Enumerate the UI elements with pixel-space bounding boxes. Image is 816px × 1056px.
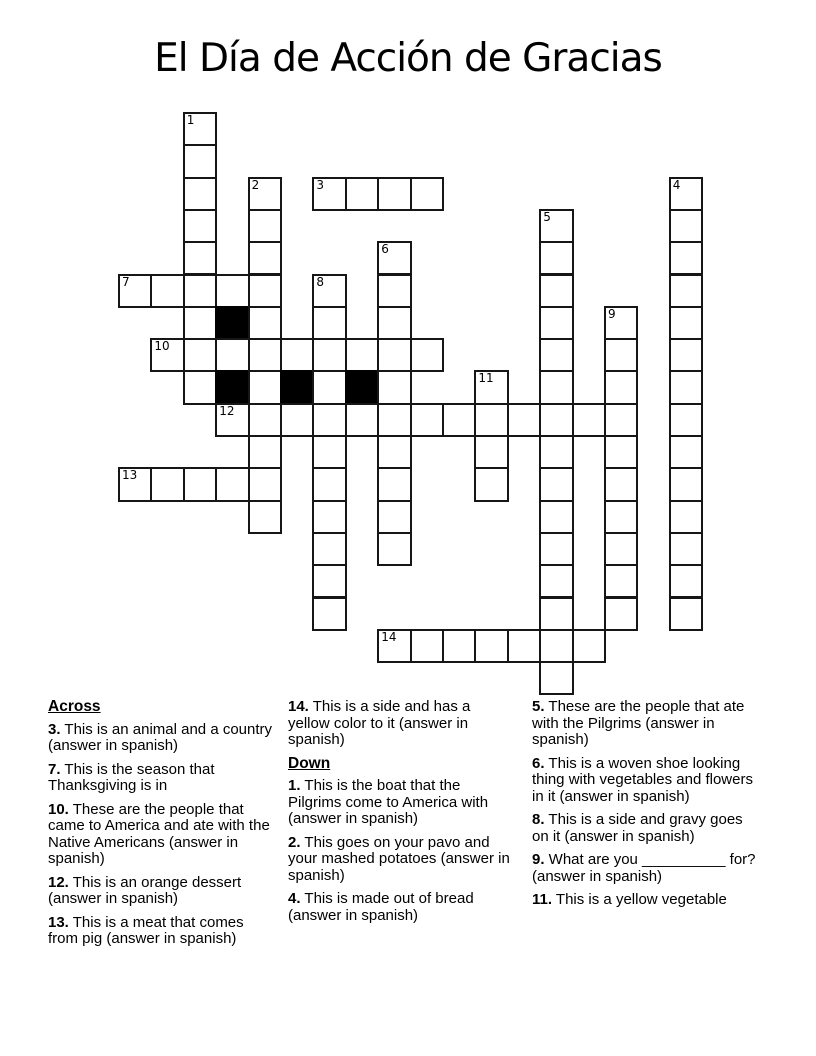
- down-clue-list-continued: [532, 699, 760, 909]
- grid-cell[interactable]: [183, 306, 217, 340]
- grid-cell[interactable]: [669, 532, 703, 566]
- grid-cell[interactable]: [345, 403, 379, 437]
- cell-number: 14: [381, 629, 397, 644]
- cell-number: 9: [608, 306, 616, 321]
- grid-cell[interactable]: [248, 338, 282, 372]
- grid-cell[interactable]: [377, 500, 411, 534]
- grid-cell[interactable]: [312, 274, 346, 308]
- grid-cell[interactable]: [539, 661, 573, 695]
- black-cell: [215, 306, 249, 340]
- grid-cell[interactable]: [669, 274, 703, 308]
- grid-cell[interactable]: [539, 274, 573, 308]
- grid-cell[interactable]: [312, 435, 346, 469]
- grid-cell[interactable]: [377, 177, 411, 211]
- across-clue-list-continued: [288, 699, 516, 749]
- grid-cell[interactable]: [312, 532, 346, 566]
- clue-down-5: 5. These are the people that ate with the Pilgrims (answer in spanish): [532, 698, 745, 748]
- grid-cell[interactable]: [377, 306, 411, 340]
- grid-cell[interactable]: [410, 403, 444, 437]
- cell-number: 11: [478, 371, 494, 386]
- grid-cell[interactable]: [248, 274, 282, 308]
- across-heading: Across: [48, 698, 101, 715]
- grid-cell[interactable]: [183, 112, 217, 146]
- clue-number: 6.: [532, 754, 545, 772]
- grid-cell[interactable]: [539, 338, 573, 372]
- grid-cell[interactable]: [377, 532, 411, 566]
- grid-cell[interactable]: [183, 241, 217, 275]
- puzzle-title: El Día de Acción de Gracias: [154, 36, 662, 81]
- grid-cell[interactable]: [248, 241, 282, 275]
- grid-cell[interactable]: [669, 209, 703, 243]
- grid-cell[interactable]: [604, 564, 638, 598]
- black-cell: [280, 370, 314, 404]
- grid-cell[interactable]: [183, 177, 217, 211]
- grid-cell[interactable]: [507, 403, 541, 437]
- grid-cell[interactable]: [669, 500, 703, 534]
- clue-down-11: 11. This is a yellow vegetable: [532, 891, 727, 908]
- grid-cell[interactable]: [183, 274, 217, 308]
- black-cell: [345, 370, 379, 404]
- grid-cell[interactable]: [377, 338, 411, 372]
- grid-cell[interactable]: [248, 467, 282, 501]
- cell-number: 2: [251, 177, 260, 192]
- grid-cell[interactable]: [539, 532, 573, 566]
- grid-cell[interactable]: [539, 209, 573, 243]
- grid-cell[interactable]: [377, 274, 411, 308]
- grid-cell[interactable]: [248, 403, 282, 437]
- cell-number: 7: [122, 274, 130, 289]
- clue-number: 4.: [288, 890, 301, 907]
- clue-down-2: 2. This goes on your pavo and your mashed potatoes (answer in spanish): [288, 833, 510, 884]
- grid-cell[interactable]: [669, 241, 703, 275]
- grid-cell[interactable]: [539, 467, 573, 501]
- grid-cell[interactable]: [669, 564, 703, 598]
- grid-cell[interactable]: [248, 306, 282, 340]
- clue-column-across: [48, 699, 276, 955]
- grid-cell[interactable]: [312, 177, 346, 211]
- clue-number: 9.: [532, 851, 545, 868]
- grid-cell[interactable]: [150, 467, 184, 501]
- cell-number: 5: [543, 209, 551, 224]
- grid-cell[interactable]: [507, 629, 541, 663]
- grid-cell[interactable]: [183, 467, 217, 501]
- clue-across-10: 10. These are the people that came to America and ate with the Native Americans (answer in spanish): [48, 800, 270, 867]
- grid-cell[interactable]: [248, 209, 282, 243]
- grid-cell[interactable]: [442, 403, 476, 437]
- grid-cell[interactable]: [345, 177, 379, 211]
- clue-number: 12.: [48, 873, 69, 891]
- grid-cell[interactable]: [150, 338, 184, 372]
- across-clue-list: [48, 722, 276, 948]
- grid-cell[interactable]: [604, 435, 638, 469]
- clue-down-9: 9. What are you __________ for? (answer in spanish): [532, 851, 756, 885]
- grid-cell[interactable]: [539, 629, 573, 663]
- grid-cell[interactable]: [118, 467, 152, 501]
- grid-cell[interactable]: [248, 370, 282, 404]
- grid-cell[interactable]: [183, 144, 217, 178]
- grid-cell[interactable]: [604, 338, 638, 372]
- clue-across-3: 3. This is an animal and a country (answer in spanish): [48, 720, 273, 754]
- clue-down-8: 8. This is a side and gravy goes on it (answer in spanish): [532, 811, 743, 845]
- grid-cell[interactable]: [604, 370, 638, 404]
- grid-cell[interactable]: [474, 435, 508, 469]
- grid-cell[interactable]: [539, 597, 573, 631]
- grid-cell[interactable]: [312, 370, 346, 404]
- black-cell: [215, 370, 249, 404]
- grid-cell[interactable]: [312, 597, 346, 631]
- grid-cell[interactable]: [377, 370, 411, 404]
- grid-cell[interactable]: [539, 564, 573, 598]
- grid-cell[interactable]: [312, 564, 346, 598]
- cell-number: 10: [154, 339, 170, 354]
- clue-down-1: 1. This is the boat that the Pilgrims come to America with (answer in spanish): [288, 777, 489, 827]
- grid-cell[interactable]: [442, 629, 476, 663]
- grid-cell[interactable]: [410, 629, 444, 663]
- cell-number: 8: [316, 274, 325, 289]
- grid-cell[interactable]: [572, 629, 606, 663]
- grid-cell[interactable]: [604, 500, 638, 534]
- grid-cell[interactable]: [377, 241, 411, 275]
- grid-cell[interactable]: [377, 467, 411, 501]
- grid-cell[interactable]: [410, 177, 444, 211]
- grid-cell[interactable]: [248, 500, 282, 534]
- grid-cell[interactable]: [215, 274, 249, 308]
- cell-number: 6: [381, 242, 389, 257]
- grid-cell[interactable]: [215, 403, 249, 437]
- grid-cell[interactable]: [539, 241, 573, 275]
- grid-cell[interactable]: [345, 338, 379, 372]
- grid-cell[interactable]: [312, 403, 346, 437]
- cell-number: 1: [186, 113, 195, 127]
- grid-cell[interactable]: [572, 403, 606, 437]
- clue-across-7: 7. This is the season that Thanksgiving is in: [48, 760, 215, 794]
- grid-cell[interactable]: [312, 500, 346, 534]
- clue-across-12: 12. This is an orange dessert (answer in spanish): [48, 873, 242, 907]
- grid-cell[interactable]: [183, 209, 217, 243]
- grid-cell[interactable]: [280, 403, 314, 437]
- clue-down-6: 6. This is a woven shoe looking thing with vegetables and flowers in it (answer in spanish): [532, 754, 753, 805]
- grid-cell[interactable]: [183, 338, 217, 372]
- grid-cell[interactable]: [539, 435, 573, 469]
- grid-cell[interactable]: [474, 467, 508, 501]
- grid-cell[interactable]: [377, 629, 411, 663]
- grid-cell[interactable]: [248, 435, 282, 469]
- clue-number: 13.: [48, 913, 69, 931]
- grid-cell[interactable]: [280, 338, 314, 372]
- grid-cell[interactable]: [248, 177, 282, 211]
- grid-cell[interactable]: [604, 597, 638, 631]
- grid-cell[interactable]: [474, 403, 508, 437]
- cell-number: 13: [122, 468, 138, 483]
- grid-cell[interactable]: [215, 338, 249, 372]
- clue-number: 7.: [48, 760, 61, 778]
- cell-number: 12: [219, 403, 235, 418]
- grid-cell[interactable]: [604, 306, 638, 340]
- clue-number: 10.: [48, 800, 69, 818]
- grid-cell[interactable]: [183, 370, 217, 404]
- clue-number: 1.: [288, 777, 301, 794]
- clue-across-13: 13. This is a meat that comes from pig (answer in spanish): [48, 913, 244, 947]
- grid-cell[interactable]: [539, 500, 573, 534]
- grid-cell[interactable]: [669, 403, 703, 437]
- down-clue-list: [288, 778, 516, 924]
- grid-cell[interactable]: [312, 306, 346, 340]
- grid-cell[interactable]: [539, 403, 573, 437]
- cell-number: 3: [316, 177, 325, 192]
- clue-number: 3.: [48, 720, 61, 738]
- clue-across-14: 14. This is a side and has a yellow color to it (answer in spanish): [288, 698, 471, 748]
- grid-cell[interactable]: [604, 467, 638, 501]
- grid-cell[interactable]: [410, 338, 444, 372]
- grid-cell[interactable]: [669, 467, 703, 501]
- grid-cell[interactable]: [377, 435, 411, 469]
- grid-cell[interactable]: [669, 177, 703, 211]
- down-heading: Down: [288, 754, 331, 772]
- grid-cell[interactable]: [377, 403, 411, 437]
- grid-cell[interactable]: [312, 338, 346, 372]
- grid-cell[interactable]: [312, 467, 346, 501]
- clue-number: 5.: [532, 698, 545, 715]
- grid-cell[interactable]: [669, 338, 703, 372]
- clue-number: 14.: [288, 698, 309, 715]
- cell-number: 4: [672, 177, 681, 192]
- grid-cell[interactable]: [604, 532, 638, 566]
- grid-cell[interactable]: [150, 274, 184, 308]
- grid-cell[interactable]: [669, 370, 703, 404]
- grid-cell[interactable]: [539, 370, 573, 404]
- grid-cell[interactable]: [474, 629, 508, 663]
- clue-down-4: 4. This is made out of bread (answer in spanish): [288, 890, 474, 924]
- clue-column-middle: [288, 699, 516, 931]
- clue-number: 8.: [532, 811, 545, 828]
- clue-number: 11.: [532, 891, 553, 908]
- grid-cell[interactable]: [118, 274, 152, 308]
- clue-number: 2.: [288, 833, 301, 851]
- grid-cell[interactable]: [474, 370, 508, 404]
- grid-cell[interactable]: [669, 306, 703, 340]
- clue-column-down-continued: [532, 699, 760, 916]
- grid-cell[interactable]: [539, 306, 573, 340]
- grid-cell[interactable]: [669, 435, 703, 469]
- grid-cell[interactable]: [669, 597, 703, 631]
- grid-cell[interactable]: [215, 467, 249, 501]
- grid-cell[interactable]: [604, 403, 638, 437]
